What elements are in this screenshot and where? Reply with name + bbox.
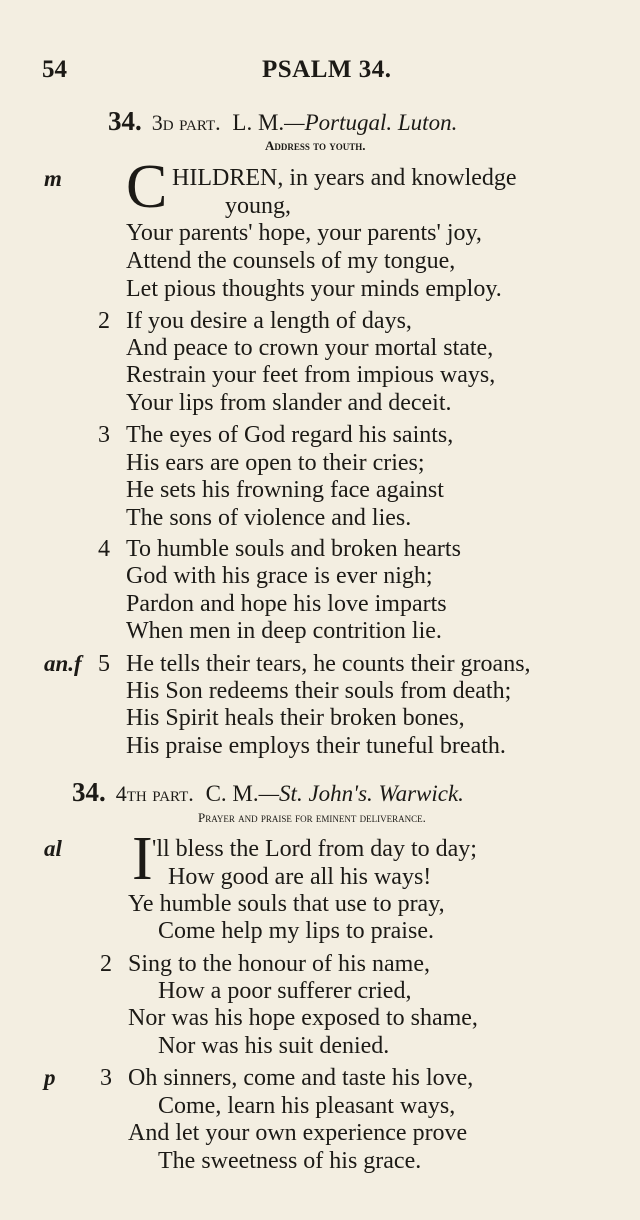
performance-mark: m [44, 166, 62, 191]
verse-line: When men in deep contrition lie. [126, 618, 442, 644]
hymn-number: 34. [72, 777, 106, 807]
verse-number: 4 [98, 536, 110, 562]
verse-number: 5 [98, 651, 110, 677]
verse-line: Restrain your feet from impious ways, [126, 362, 496, 388]
verse-line: Your lips from slander and deceit. [126, 390, 452, 416]
performance-mark: al [44, 836, 62, 861]
verse-line: Sing to the honour of his name, [128, 951, 430, 977]
verse-line: The sons of violence and lies. [126, 505, 412, 531]
page-number: 54 [42, 56, 67, 83]
verse-line: His Spirit heals their broken bones, [126, 705, 465, 731]
running-title: PSALM 34. [262, 56, 392, 83]
verse-line: How a poor sufferer cried, [158, 978, 412, 1004]
verse-line: Oh sinners, come and taste his love, [128, 1065, 474, 1091]
hymn-number: 34. [108, 106, 142, 136]
verse-line: And let your own experience prove [128, 1120, 468, 1146]
hymn-heading [108, 106, 457, 137]
verse-line: Nor was his suit denied. [158, 1033, 390, 1059]
verse-line: His ears are open to their cries; [126, 450, 425, 476]
verse-line: Come, learn his pleasant ways, [158, 1093, 456, 1119]
verse-line: And peace to crown your mortal state, [126, 335, 494, 361]
verse-number: 2 [98, 308, 110, 334]
verse-line: Attend the counsels of my tongue, [126, 248, 456, 274]
verse-number: 2 [100, 951, 112, 977]
verse-line: To humble souls and broken hearts [126, 536, 461, 562]
verse-line: He tells their tears, he counts their groans, [126, 651, 531, 677]
verse-line: Let pious thoughts your minds employ. [126, 276, 502, 302]
verse-line: His Son redeems their souls from death; [126, 678, 512, 704]
hymn-heading [72, 777, 464, 808]
verse-line: The eyes of God regard his saints, [126, 422, 454, 448]
verse-line: Nor was his hope exposed to shame, [128, 1005, 478, 1031]
verse-line: Come help my lips to praise. [158, 918, 434, 944]
verse-line: God with his grace is ever nigh; [126, 563, 433, 589]
verse-line: How good are all his ways! [168, 864, 432, 890]
verse-line: Pardon and hope his love imparts [126, 591, 447, 617]
performance-mark: an.f [44, 651, 82, 676]
hymn-tunes: —St. John's. Warwick. [258, 781, 464, 806]
verse-line: HILDREN, in years and knowledge [172, 165, 517, 191]
verse-number: 3 [100, 1065, 112, 1091]
verse-line: The sweetness of his grace. [158, 1148, 422, 1174]
hymn-meter: C. M. [205, 781, 259, 806]
verse-line: young, [225, 193, 291, 219]
hymn-part: 3d part. [151, 110, 221, 135]
hymn-subtitle: Prayer and praise for eminent deliverance. [198, 810, 426, 825]
verse-line: If you desire a length of days, [126, 308, 412, 334]
drop-cap: C [126, 153, 168, 221]
verse-line: Ye humble souls that use to pray, [128, 891, 445, 917]
verse-number: 3 [98, 422, 110, 448]
verse-line: Your parents' hope, your parents' joy, [126, 220, 482, 246]
performance-mark: p [44, 1065, 56, 1090]
verse-line: His praise employs their tuneful breath. [126, 733, 506, 759]
verse-line: 'll bless the Lord from day to day; [152, 836, 477, 862]
hymn-subtitle: Address to youth. [265, 138, 366, 153]
hymn-part: 4th part. [115, 781, 194, 806]
drop-cap: I [132, 825, 153, 893]
hymn-tunes: —Portugal. Luton. [284, 110, 458, 135]
verse-line: He sets his frowning face against [126, 477, 444, 503]
hymn-meter: L. M. [232, 110, 285, 135]
